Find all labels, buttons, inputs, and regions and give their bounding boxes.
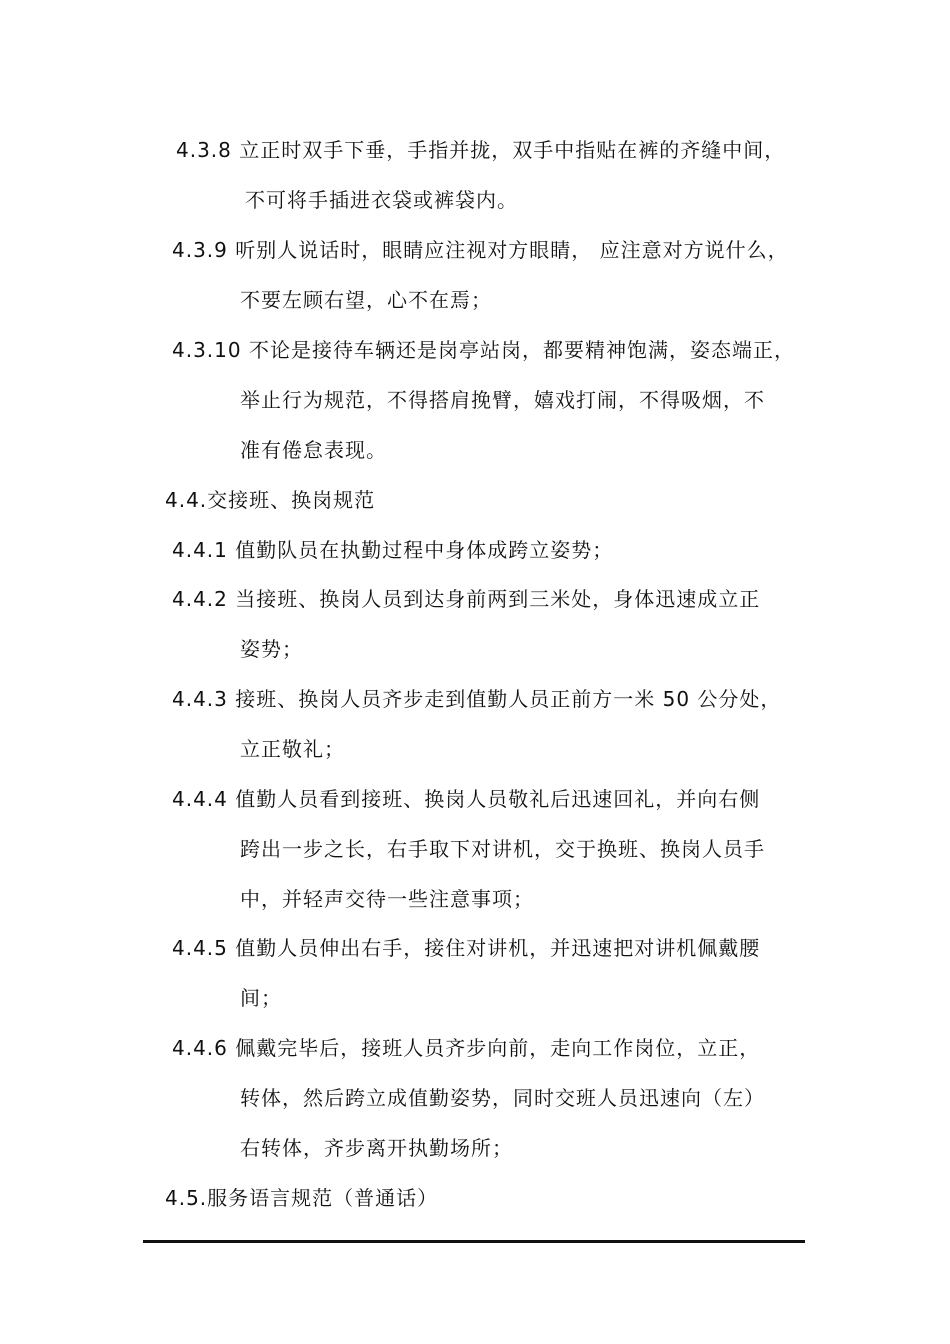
text-line-4-3-10-cont1: 举止行为规范，不得搭肩挽臂，嬉戏打闹，不得吸烟，不 (240, 388, 765, 412)
text-line-4-4-1: 4.4.1 值勤队员在执勤过程中身体成跨立姿势； (172, 538, 614, 562)
text-line-4-4-6-cont1: 转体，然后跨立成值勤姿势，同时交班人员迅速向（左） (240, 1086, 765, 1110)
footer-divider (143, 1240, 805, 1243)
text-line-4-4-3: 4.4.3 接班、换岗人员齐步走到值勤人员正前方一米 50 公分处， (172, 687, 782, 711)
text-line-4-4-5-cont: 间； (240, 986, 282, 1010)
text-line-4-4-2: 4.4.2 当接班、换岗人员到达身前两到三米处，身体迅速成立正 (172, 587, 761, 611)
text-line-4-3-8-cont: 不可将手插进衣袋或裤袋内。 (245, 188, 518, 212)
text-line-4-3-9: 4.3.9 听别人说话时，眼睛应注视对方眼睛， 应注意对方说什么， (172, 238, 789, 262)
text-line-4-3-8: 4.3.8 立正时双手下垂，手指并拢，双手中指贴在裤的齐缝中间， (176, 138, 786, 162)
text-line-4-4-4-cont1: 跨出一步之长，右手取下对讲机，交于换班、换岗人员手 (240, 837, 765, 861)
text-line-4-3-10: 4.3.10 不论是接待车辆还是岗亭站岗，都要精神饱满，姿态端正， (172, 338, 795, 362)
text-line-4-3-10-cont2: 准有倦怠表现。 (240, 438, 387, 462)
section-heading-4-5: 4.5.服务语言规范（普通话） (165, 1186, 439, 1210)
text-line-4-4-6-cont2: 右转体，齐步离开执勤场所； (240, 1136, 513, 1160)
text-line-4-4-4-cont2: 中，并轻声交待一些注意事项； (240, 887, 534, 911)
text-line-4-4-6: 4.4.6 佩戴完毕后，接班人员齐步向前，走向工作岗位，立正， (172, 1036, 761, 1060)
section-heading-4-4: 4.4.交接班、换岗规范 (165, 488, 376, 512)
text-line-4-4-4: 4.4.4 值勤人员看到接班、换岗人员敬礼后迅速回礼，并向右侧 (172, 787, 761, 811)
text-line-4-4-3-cont: 立正敬礼； (240, 737, 345, 761)
text-line-4-4-2-cont: 姿势； (240, 637, 303, 661)
text-line-4-4-5: 4.4.5 值勤人员伸出右手，接住对讲机，并迅速把对讲机佩戴腰 (172, 936, 761, 960)
text-line-4-3-9-cont: 不要左顾右望，心不在焉； (240, 288, 492, 312)
